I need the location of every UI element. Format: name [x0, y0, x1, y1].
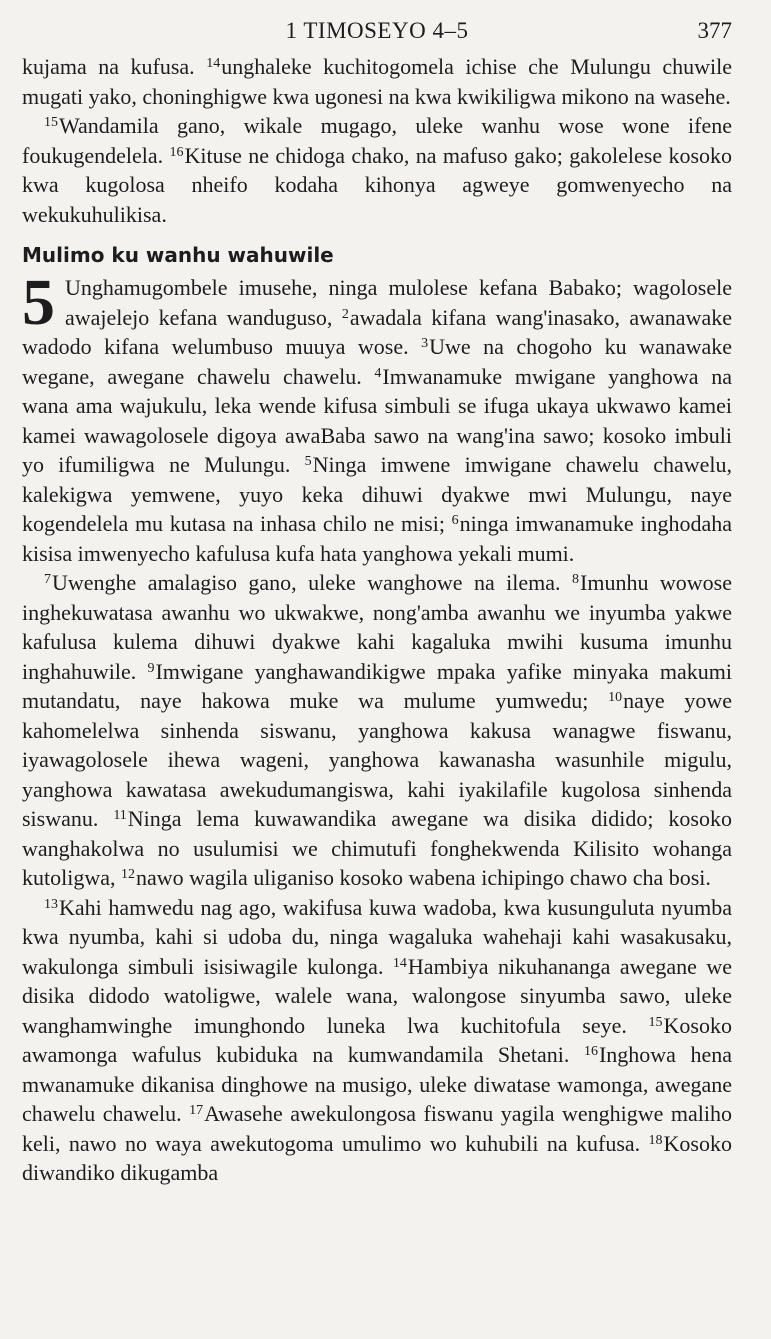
verse-text: nawo wagila uliganiso kosoko wabena ichipingo chawo cha bosi. [136, 865, 711, 890]
verse-text: Imunhu wowose inghekuwatasa awanhu wo ukwakwe, nong'amba awanhu we inyumba yakwe kafulusa kulema dihuwi dyakwe kahi kagaluka mwihi kusuma imunhu inghahuwile. [22, 570, 732, 684]
bible-page [22, 8, 732, 1188]
verse-text: Kituse ne chidoga chako, na mafuso gako; gakolelese kosoko kwa kugolosa nheifo kodaha kihonya agweye gomwenyecho na wekukuhulikisa. [22, 142, 733, 227]
verse-number: 12 [121, 867, 135, 882]
verse-text: Imwigane yanghawandikigwe mpaka yafike minyaka makumi mutandatu, naye hakowa muke wa mulume yumwedu; [22, 658, 732, 713]
verse-number: 8 [572, 572, 579, 587]
verse-number: 14 [392, 955, 407, 971]
verse-number: 9 [147, 660, 155, 676]
paragraph [22, 893, 732, 1188]
verse-number: 2 [341, 306, 349, 322]
verse-text: Uwe na chogoho ku wanawake wegane, awegane chawelu chawelu. [22, 334, 733, 389]
verse-number: 17 [189, 1103, 204, 1118]
verse-number: 11 [113, 808, 127, 823]
verse-text: awadala kifana wang'inasako, awanawake wadodo kifana welumbuso muuya wose. [22, 304, 732, 359]
paragraph [22, 568, 732, 893]
page-header [22, 8, 732, 52]
running-head: 1 TIMOSEYO 4–5 [285, 18, 469, 43]
verse-text: Imwanamuke mwigane yanghowa na wana ama wajukulu, leka wende kifusa simbuli se ifuga ukaya ukwawo kamei kamei wawagolosele digoya awaBaba sawo na wang'ina sawo; kosoko imbuli yo ifumiligwa ne Mulungu. [22, 363, 732, 477]
verse-number: 7 [44, 572, 51, 587]
verse-number: 5 [304, 454, 312, 469]
verse-text: Wandamila gano, wikale mugago, uleke wanhu wose wone ifene foukugendelela. [22, 113, 732, 168]
chapter-number: 5 [22, 266, 55, 339]
verse-text: Awasehe awekulongosa fiswanu yagila wenghigwe maliho keli, nawo no waya awekutogoma umulimo wo kuhubili na kufusa. [22, 1101, 732, 1156]
verse-number: 16 [169, 144, 184, 160]
verse-text: ninga imwanamuke inghodaha kisisa imwenyecho kafulusa kufa hata yanghowa yekali mumi. [22, 511, 732, 566]
verse-text: Hambiya nikuhananga awegane we disika didodo watoligwe, walele wana, walongose sinyumba sawo, uleke wanghamwinghe imunghondo luneka lwa kuchitofula seye. [22, 953, 732, 1038]
verse-text: Kahi hamwedu nag ago, wakifusa kuwa wadoba, kwa kusunguluta nyumba kwa nyumba, kahi si udoba du, ninga wagaluka wahehaji kahi wasakusaku, wakulonga simbuli isisiwagile kulonga. [22, 894, 732, 979]
verse-number: 6 [451, 513, 459, 528]
section-heading: Mulimo ku wanhu wahuwile [22, 243, 334, 267]
verse-text: naye yowe kahomelelwa sinhenda siswanu, yanghowa kakusa wanagwe fiswanu, iyawagolosele ihewa wageni, yanghowa kawanasha wasunhile migulu, yanghowa kawatasa awekudumangiswa, kahi iyakilafile kugolosa sinhenda siswanu. [22, 688, 732, 831]
paragraph [22, 266, 733, 568]
verse-number: 13 [44, 896, 58, 912]
verse-number: 15 [648, 1014, 663, 1030]
verse-text: Kosoko diwandiko dikugamba [22, 1130, 732, 1185]
verse-number: 14 [206, 56, 221, 71]
verse-text: Inghowa hena mwanamuke dikanisa dinghowe na musigo, uleke diwatase wamonga, awegane chawelu chawelu. [22, 1042, 732, 1126]
paragraph [22, 111, 732, 229]
verse-number: 16 [583, 1044, 598, 1059]
verse-number: 15 [44, 115, 58, 130]
body-text [22, 52, 732, 1188]
verse-number: 3 [421, 336, 429, 351]
verse-number: 4 [374, 365, 382, 381]
verse-text: Ninga lema kuwawandika awegane wa disika didido; kosoko wanghakolwa no usulumisi we chimutufi fonghekwenda Kilisito wohanga kutoligwa, [22, 806, 732, 890]
verse-text: Unghamugombele imusehe, ninga mulolese kefana Babako; wagolosele awajelejo kefana wanduguso, [65, 275, 732, 330]
verse-number: 18 [648, 1132, 663, 1148]
paragraph [22, 52, 732, 111]
verse-text: Kosoko awamonga wafulus kubiduka na kumwandamila Shetani. [22, 1012, 732, 1067]
paragraph-text [22, 266, 733, 566]
verse-text: unghaleke kuchitogomela ichise che Mulungu chuwile mugati yako, choninghigwe kwa ugonesi na kwa kwikiligwa mikono na wasehe. [22, 54, 733, 109]
verse-text: Ninga imwene imwigane chawelu chawelu, kalekigwa yemwene, yuyo keka dihuwi dyakwe mwi Mulungu, naye kogendelela mu kutasa na inhasa chilo ne misi; [22, 452, 733, 536]
verse-number: 10 [608, 690, 623, 705]
page-number: 377 [697, 18, 732, 43]
verse-text: Uwenghe amalagiso gano, uleke wanghowe na ilema. [52, 570, 572, 595]
verse-text: kujama na kufusa. [22, 54, 207, 79]
